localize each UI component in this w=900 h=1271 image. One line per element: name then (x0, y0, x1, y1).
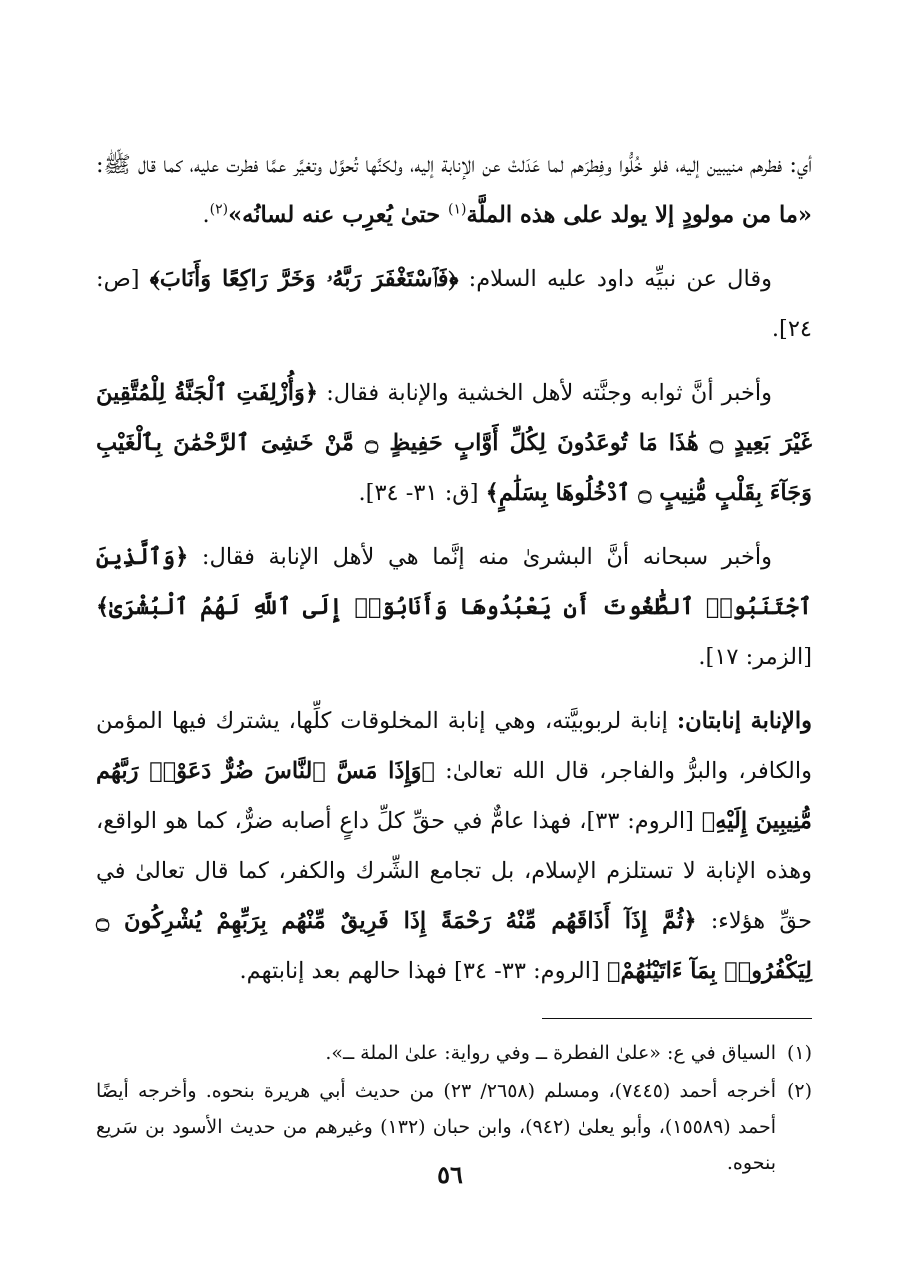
hadith-text-end: حتىٰ يُعرِب عنه لسانُه» (228, 202, 449, 228)
footnote-1 (96, 1035, 812, 1071)
main-text (96, 140, 812, 996)
paragraph-text: وأخبر سبحانه أنَّ البشرىٰ منه إنَّما هي لأهل الإنابة فقال: (188, 544, 772, 570)
paragraph-4 (96, 532, 812, 682)
quran-verse: ﴿وَإِذَا مَسَّ ٱلنَّاسَ ضُرٌّ دَعَوْا۟ رَبَّهُم مُّنِيبِينَ إِلَيْهِ﴾ (96, 758, 812, 834)
paragraph-3 (96, 368, 812, 518)
footnote-ref-1[interactable]: (١) (448, 201, 467, 218)
footnote-text: أخرجه أحمد (٧٤٤٥)، ومسلم (٢٦٥٨/ ٢٣) من حديث أبي هريرة بنحوه. وأخرجه أيضًا أحمد (١٥٥٨٩)، وأبو يعلىٰ (٩٤٢)، وابن حبان (١٣٢) وغيرهم من حديث الأسود بن سَريع بنحوه. (96, 1080, 777, 1174)
paragraph-5 (96, 696, 812, 996)
page-number: ٥٦ (437, 1160, 463, 1189)
footnote-number: (١) (786, 1042, 812, 1064)
quran-verse: ﴿وَٱلَّذِينَ ٱجْتَنَبُوا۟ ٱلطَّٰغُوتَ أَن يَعْبُدُوهَا وَأَنَابُوٓا۟ إِلَى ٱللَّهِ لَهُمُ ٱلْبُشْرَىٰ﴾ (96, 544, 812, 620)
footnote-text: السياق في ع: «علىٰ الفطرة ــ وفي رواية: علىٰ الملة ــ». (325, 1042, 776, 1064)
paragraph-end: . (202, 202, 210, 228)
paragraph-text-2: [الروم: ٣٣]، فهذا عامٌّ في حقِّ كلِّ داعٍ أصابه ضرٌّ، كما هو الواقع، وهذه الإنابة لا تستلزم الإسلام، بل تجامع الشِّرك والكفر، كما قال تعالىٰ في حقِّ هؤلاء: (96, 808, 812, 934)
hadith-text: «ما من مولودٍ إلا يولد على هذه الملَّة (466, 202, 812, 228)
quran-verse: ﴿فَٱسْتَغْفَرَ رَبَّهُۥ وَخَرَّ رَاكِعًا وَأَنَابَ﴾ (149, 266, 459, 292)
verse-reference: [الروم: ٣٣- ٣٤] فهذا حالهم بعد إنابتهم. (239, 958, 607, 984)
footnote-number: (٢) (786, 1080, 812, 1102)
paragraph-text: وأخبر أنَّ ثوابه وجنَّته لأهل الخشية والإنابة فقال: (318, 380, 772, 406)
footnote-ref-2[interactable]: (٢) (209, 201, 229, 218)
quran-verse-2: ﴿ثُمَّ إِذَآ أَذَاقَهُم مِّنْهُ رَحْمَةً إِذَا فَرِيقٌ مِّنْهُم بِرَبِّهِمْ يُشْرِكُونَ ۝ لِيَكْفُرُوا۟ بِمَآ ءَاتَيْنَٰهُمْ﴾ (96, 908, 812, 984)
verse-reference: [ص: ٢٤]. (96, 266, 812, 342)
paragraph-lead: والإنابة إنابتان: (676, 708, 812, 734)
verse-reference: [الزمر: ١٧]. (698, 644, 812, 670)
paragraph-2 (96, 254, 812, 354)
footnote-divider (542, 1018, 812, 1019)
paragraph-text: أي: فطرهم منيبين إليه، فلو خُلُّوا وفِطرَهم لما عَدَلتْ عن الإنابة إليه، ولكنَّها تُحوَّل وتغيَّر عمَّا فطرت عليه، كما قال ﷺ: (96, 152, 812, 178)
paragraph-text: وقال عن نبيِّه داود عليه السلام: (458, 266, 772, 292)
paragraph-text: إنابة لربوبيَّته، وهي إنابة المخلوقات كلِّها، يشترك فيها المؤمن والكافر، والبرُّ والفاجر، قال الله تعالىٰ: (96, 708, 813, 784)
verse-reference: [ق: ٣١- ٣٤]. (358, 480, 486, 506)
quran-verse: ﴿وَأُزْلِفَتِ ٱلْجَنَّةُ لِلْمُتَّقِينَ غَيْرَ بَعِيدٍ ۝ هَٰذَا مَا تُوعَدُونَ لِكُلِّ أَوَّابٍ حَفِيظٍ ۝ مَّنْ خَشِىَ ٱلرَّحْمَٰنَ بِٱلْغَيْبِ وَجَآءَ بِقَلْبٍ مُّنِيبٍ ۝ ٱدْخُلُوهَا بِسَلَٰمٍ﴾ (96, 380, 812, 506)
paragraph-1 (96, 140, 812, 240)
